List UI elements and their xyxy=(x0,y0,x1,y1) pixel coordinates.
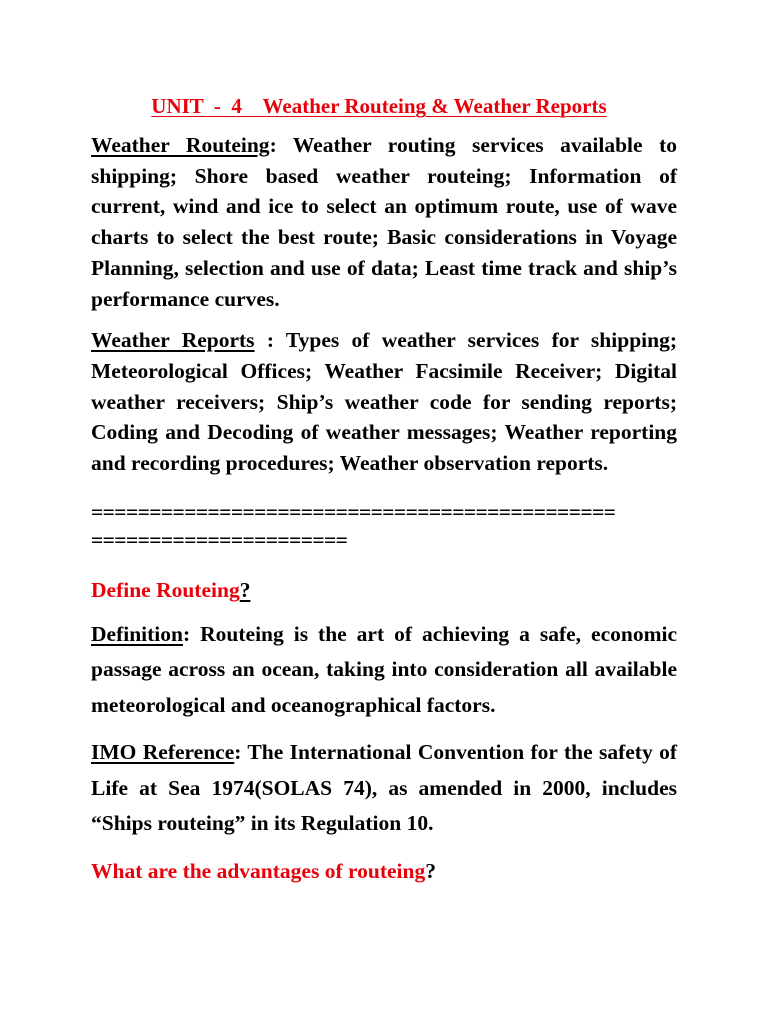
question-advantages-mark: ? xyxy=(425,858,436,883)
question-advantages-of-routeing xyxy=(91,856,677,886)
definition-paragraph xyxy=(91,617,677,724)
separator-line-1: ============================================= xyxy=(91,499,616,524)
question-define-routeing-text: Define Routeing xyxy=(91,577,240,602)
weather-routeing-text: Weather routing services available to shipping; Shore based weather routeing; Information of current, wind and ice to select an optimum route, use of wave charts to select the best route; Basic considerations in Voyage Planning, selection and use of data; Least time track and ship’s performance curves. xyxy=(91,133,677,311)
weather-reports-paragraph xyxy=(91,325,677,479)
imo-reference-text: The International Convention for the safety of Life at Sea 1974(SOLAS 74), as amended in 2000, includes “Ships routeing” in its Regulation 10. xyxy=(91,740,677,836)
imo-reference-colon: : xyxy=(234,740,242,765)
definition-term: Definition xyxy=(91,621,183,646)
question-define-routeing xyxy=(91,575,677,605)
weather-reports-text: Types of weather services for shipping; Meteorological Offices; Weather Facsimile Receiver; Digital weather receivers; Ship’s weather code for sending reports; Coding and Decoding of weather messages; Weather reporting and recording procedures; Weather observation reports. xyxy=(91,328,677,476)
separator-rule xyxy=(91,498,677,554)
weather-reports-term: Weather Reports xyxy=(91,328,255,353)
imo-reference-paragraph xyxy=(91,735,677,842)
weather-routeing-colon: : xyxy=(269,133,277,157)
separator-line-2: ====================== xyxy=(91,527,348,552)
weather-routeing-paragraph xyxy=(91,130,677,314)
definition-colon: : xyxy=(182,621,191,646)
imo-reference-term: IMO Reference xyxy=(91,740,235,765)
document-page xyxy=(91,86,677,886)
weather-reports-colon: : xyxy=(254,328,275,353)
unit-title: UNIT - 4 Weather Routeing & Weather Reports xyxy=(151,94,607,118)
weather-routeing-term: Weather Routeing xyxy=(91,133,270,157)
question-advantages-text: What are the advantages of routeing xyxy=(91,858,426,883)
definition-text: Routeing is the art of achieving a safe, economic passage across an ocean, taking into consideration all available meteorological and oceanographical factors. xyxy=(91,621,677,717)
question-define-routeing-mark: ? xyxy=(239,577,251,602)
